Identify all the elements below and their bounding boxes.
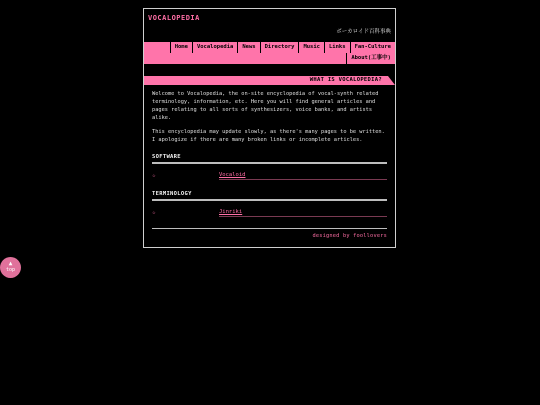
vocaloid-link[interactable]: Vocaloid (219, 172, 387, 180)
nav-row-secondary (144, 53, 395, 64)
nav-item-home[interactable]: Home (170, 42, 193, 53)
list-item (152, 172, 387, 180)
footer-divider (152, 228, 387, 229)
arrow-up-icon: ▲ (8, 260, 13, 267)
section-title: WHAT IS VOCALOPEDIA? (309, 77, 382, 83)
star-icon: ☆ (152, 209, 156, 216)
nav-item-news[interactable]: News (238, 42, 260, 53)
nav-item-music[interactable]: Music (299, 42, 325, 53)
jinriki-link[interactable]: Jinriki (219, 209, 387, 217)
intro-block (152, 90, 387, 122)
site-subtitle: ボーカロイド百科事典 (336, 29, 391, 35)
designer-credit-link[interactable]: designed by foollovers (312, 233, 387, 239)
page-container (143, 8, 396, 248)
nav-item-fan-culture[interactable]: Fan-Culture (354, 44, 391, 50)
note-block (152, 128, 387, 144)
back-to-top-button[interactable] (0, 257, 21, 278)
site-title[interactable]: VOCALOPEDIA (148, 14, 200, 22)
nav-item-directory[interactable]: Directory (261, 42, 300, 53)
intro-paragraph: Welcome to Vocalopedia, the on-site encyclopedia of vocal-synth related terminology, information, etc. Here you will find general articles and pages relating to all sorts of synthesizers, voice banks, and artists alike. (152, 91, 379, 121)
nav-row-primary (154, 42, 395, 53)
back-to-top-label: top (5, 267, 16, 273)
note-paragraph: This encyclopedia may update slowly, as there's many pages to be written. I apologize if there are many broken links or incomplete articles. (152, 129, 385, 143)
software-heading: SOFTWARE (152, 154, 387, 164)
terminology-heading: TERMINOLOGY (152, 191, 387, 201)
star-icon: ☆ (152, 172, 156, 179)
nav-item-vocalopedia[interactable]: Vocalopedia (193, 42, 238, 53)
section-title-bar (144, 76, 388, 85)
list-item (152, 209, 387, 217)
nav-item-about[interactable]: About(工事中) (346, 53, 395, 64)
nav-item-links[interactable]: Links (325, 42, 351, 53)
main-nav (144, 42, 395, 64)
